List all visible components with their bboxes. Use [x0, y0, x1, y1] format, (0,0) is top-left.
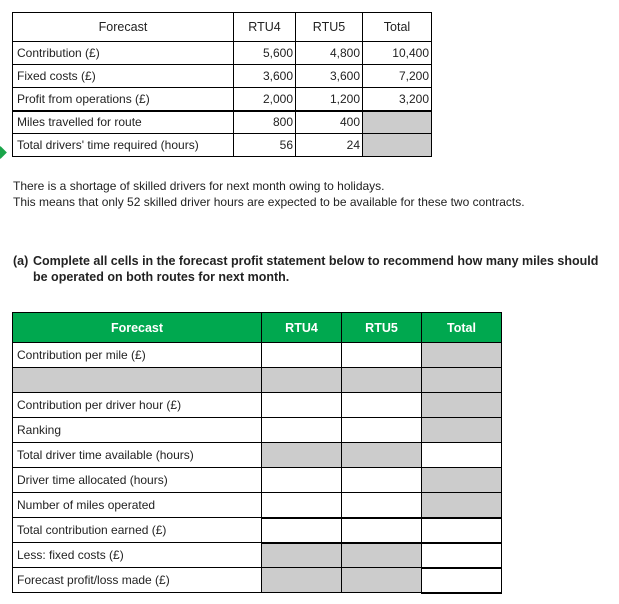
table-row: [13, 88, 432, 111]
header-total: Total: [422, 313, 502, 343]
total-input-cell[interactable]: [422, 518, 502, 543]
header-rtu5: RTU5: [342, 313, 422, 343]
header-rtu4: RTU4: [234, 13, 296, 42]
row-label: Total driver time available (hours): [13, 443, 262, 468]
rtu4-input-cell[interactable]: [262, 468, 342, 493]
info-line-2: This means that only 52 skilled driver hours are expected to be available for these two contracts.: [13, 195, 525, 209]
rtu4-blocked-cell: [262, 368, 342, 393]
rtu4-blocked-cell: [262, 543, 342, 568]
question-a: [13, 253, 613, 285]
rtu5-value: 400: [296, 111, 363, 134]
rtu5-value: 3,600: [296, 65, 363, 88]
total-value: 10,400: [363, 42, 432, 65]
total-value-blocked: [363, 111, 432, 134]
rtu4-blocked-cell: [262, 568, 342, 593]
rtu5-input-cell[interactable]: [342, 468, 422, 493]
total-input-cell[interactable]: [422, 543, 502, 568]
header-total: Total: [363, 13, 432, 42]
table-row: [13, 393, 502, 418]
rtu5-input-cell[interactable]: [342, 343, 422, 368]
row-label-blocked: [13, 368, 262, 393]
table-row: [13, 343, 502, 368]
row-label: Contribution per mile (£): [13, 343, 262, 368]
rtu5-blocked-cell: [342, 543, 422, 568]
row-label: Total drivers' time required (hours): [13, 134, 234, 157]
row-label: Forecast profit/loss made (£): [13, 568, 262, 593]
header-forecast: Forecast: [13, 13, 234, 42]
row-label: Driver time allocated (hours): [13, 468, 262, 493]
rtu5-blocked-cell: [342, 568, 422, 593]
rtu4-input-cell[interactable]: [262, 493, 342, 518]
total-value: 3,200: [363, 88, 432, 111]
row-label: Ranking: [13, 418, 262, 443]
table2-header: [13, 313, 502, 343]
table-row: [13, 368, 502, 393]
total-input-cell[interactable]: [422, 568, 502, 593]
rtu4-value: 800: [234, 111, 296, 134]
total-blocked-cell: [422, 493, 502, 518]
total-blocked-cell: [422, 368, 502, 393]
table-row: [13, 42, 432, 65]
rtu5-blocked-cell: [342, 368, 422, 393]
row-label: Less: fixed costs (£): [13, 543, 262, 568]
total-value-blocked: [363, 134, 432, 157]
rtu5-input-cell[interactable]: [342, 493, 422, 518]
rtu4-value: 3,600: [234, 65, 296, 88]
rtu5-input-cell[interactable]: [342, 518, 422, 543]
header-rtu4: RTU4: [262, 313, 342, 343]
info-line-1: There is a shortage of skilled drivers for next month owing to holidays.: [13, 179, 385, 193]
given-data-table: [12, 12, 432, 157]
table-row: [13, 443, 502, 468]
row-label: Total contribution earned (£): [13, 518, 262, 543]
row-label: Contribution (£): [13, 42, 234, 65]
table-row: [13, 468, 502, 493]
row-label: Fixed costs (£): [13, 65, 234, 88]
rtu4-value: 5,600: [234, 42, 296, 65]
answer-table: [12, 312, 502, 594]
rtu4-blocked-cell: [262, 443, 342, 468]
rtu4-value: 56: [234, 134, 296, 157]
rtu4-input-cell[interactable]: [262, 518, 342, 543]
total-blocked-cell: [422, 468, 502, 493]
total-value: 7,200: [363, 65, 432, 88]
rtu4-value: 2,000: [234, 88, 296, 111]
table-row: [13, 493, 502, 518]
total-blocked-cell: [422, 418, 502, 443]
row-label: Number of miles operated: [13, 493, 262, 518]
rtu5-value: 4,800: [296, 42, 363, 65]
rtu4-input-cell[interactable]: [262, 343, 342, 368]
table-row: [13, 418, 502, 443]
total-input-cell[interactable]: [422, 443, 502, 468]
total-blocked-cell: [422, 343, 502, 368]
rtu5-input-cell[interactable]: [342, 418, 422, 443]
rtu5-blocked-cell: [342, 443, 422, 468]
row-marker-icon: [0, 146, 7, 159]
table-row: [13, 65, 432, 88]
table-row: [13, 518, 502, 543]
rtu4-input-cell[interactable]: [262, 393, 342, 418]
row-label: Miles travelled for route: [13, 111, 234, 134]
table1-header: [13, 13, 432, 42]
rtu4-input-cell[interactable]: [262, 418, 342, 443]
table-row: [13, 134, 432, 157]
rtu5-value: 24: [296, 134, 363, 157]
table-row: [13, 111, 432, 134]
question-text: Complete all cells in the forecast profit statement below to recommend how many miles should be operated on both routes for next month.: [33, 254, 599, 284]
table-row: [13, 568, 502, 593]
rtu5-value: 1,200: [296, 88, 363, 111]
question-label: (a): [13, 254, 29, 268]
rtu5-input-cell[interactable]: [342, 393, 422, 418]
header-rtu5: RTU5: [296, 13, 363, 42]
row-label: Contribution per driver hour (£): [13, 393, 262, 418]
total-blocked-cell: [422, 393, 502, 418]
table-row: [13, 543, 502, 568]
row-label: Profit from operations (£): [13, 88, 234, 111]
header-forecast: Forecast: [13, 313, 262, 343]
